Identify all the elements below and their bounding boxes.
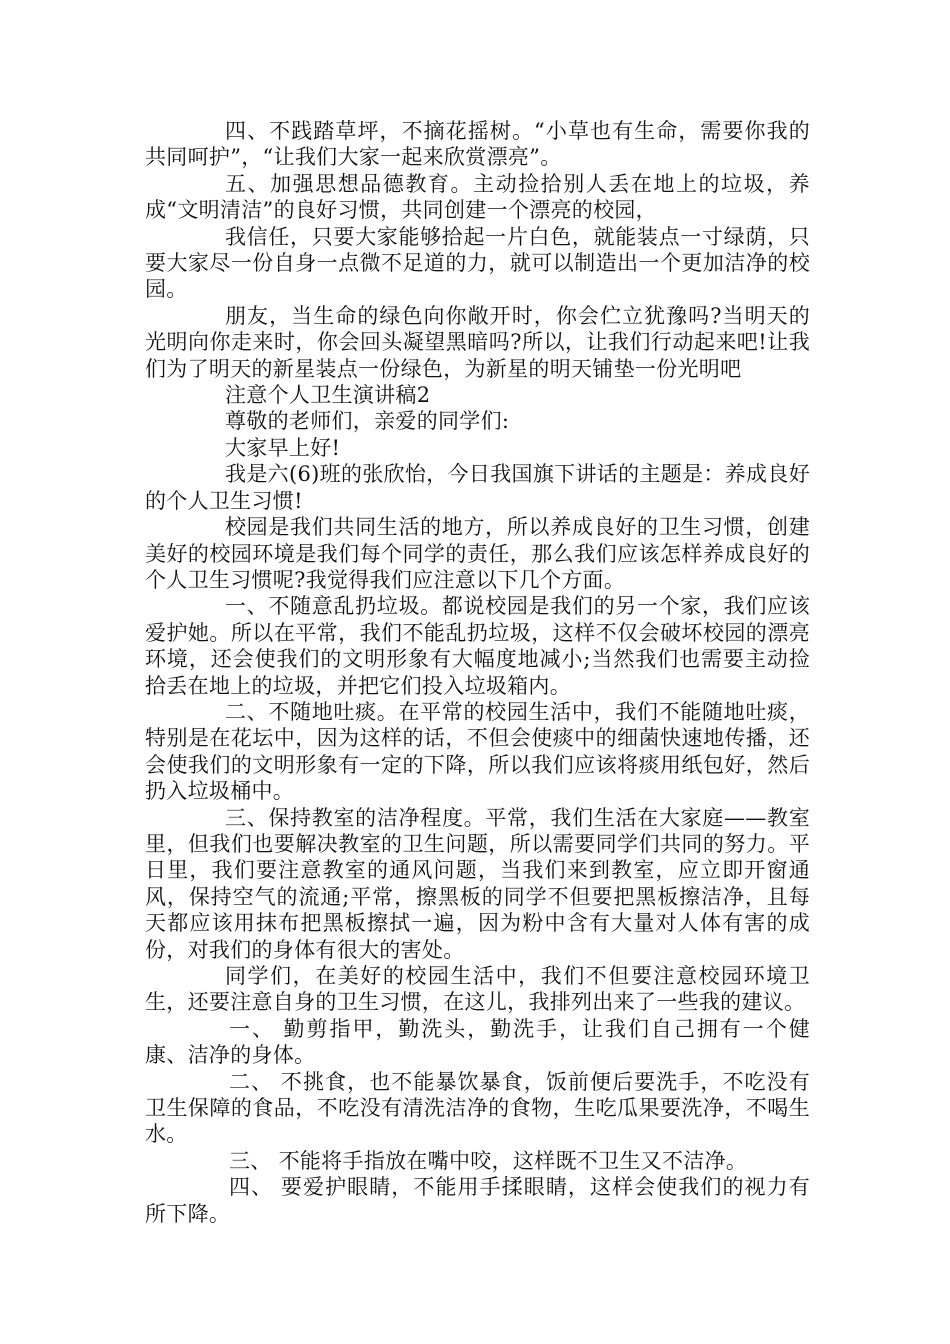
suggestion-item-3: 三、 不能将手指放在嘴中咬，这样既不卫生又不洁净。 (229, 1148, 748, 1173)
document-page (145, 118, 810, 1227)
paragraph-moral-education: 五、加强思想品德教育。主动捡拾别人丢在地上的垃圾，养成“文明清洁”的良好习惯，共同创建一个漂亮的校园， (145, 171, 810, 223)
suggestion-item-1: 一、 勤剪指甲，勤洗头，勤洗手，让我们自己拥有一个健康、洁净的身体。 (145, 1016, 810, 1068)
paragraph-litter: 一、不随意乱扔垃圾。都说校园是我们的另一个家，我们应该爱护她。所以在平常，我们不能乱扔垃圾，这样不仅会破坏校园的漂亮环境，还会使我们的文明形象有大幅度地减小;当然我们也需要主动捡拾丢在地上的垃圾，并把它们投入垃圾箱内。 (145, 594, 810, 698)
salutation: 尊敬的老师们，亲爱的同学们: (225, 409, 510, 434)
greeting: 大家早上好! (225, 435, 341, 460)
speech-title: 注意个人卫生演讲稿2 (225, 383, 431, 408)
paragraph-classroom: 三、保持教室的洁净程度。平常，我们生活在大家庭——教室里，但我们也要解决教室的卫生问题，所以需要同学们共同的努力。平日里，我们要注意教室的通风问题，当我们来到教室，应立即开窗通风，保持空气的流通;平常，擦黑板的同学不但要把黑板擦洁净，且每天都应该用抹布把黑板擦拭一遍，因为粉中含有大量对人体有害的成份，对我们的身体有很大的害处。 (145, 805, 810, 962)
paragraph-introduction: 我是六(6)班的张欣怡，今日我国旗下讲话的主题是：养成良好的个人卫生习惯! (145, 462, 810, 513)
paragraph-lawn: 四、不践踏草坪，不摘花摇树。“小草也有生命，需要你我的共同呵护”，“让我们大家一起来欣赏漂亮”。 (145, 119, 810, 170)
paragraph-campus: 校园是我们共同生活的地方，所以养成良好的卫生习惯，创建美好的校园环境是我们每个同学的责任，那么我们应该怎样养成良好的个人卫生习惯呢?我觉得我们应注意以下几个方面。 (145, 515, 810, 592)
paragraph-suggestions: 同学们，在美好的校园生活中，我们不但要注意校园环境卫生，还要注意自身的卫生习惯，在这儿，我排列出来了一些我的建议。 (145, 964, 810, 1015)
paragraph-trust: 我信任，只要大家能够拾起一片白色，就能装点一寸绿荫，只要大家尽一份自身一点微不足道的力，就可以制造出一个更加洁净的校园。 (145, 224, 810, 302)
suggestion-item-2: 二、 不挑食，也不能暴饮暴食，饭前便后要洗手，不吃没有卫生保障的食品，不吃没有清洗洁净的食物，生吃瓜果要洗净，不喝生水。 (145, 1069, 810, 1147)
paragraph-spitting: 二、不随地吐痰。在平常的校园生活中，我们不能随地吐痰，特别是在花坛中，因为这样的话，不但会使痰中的细菌快速地传播，还会使我们的文明形象有一定的下降，所以我们应该将痰用纸包好，然后扔入垃圾桶中。 (145, 699, 810, 804)
paragraph-friends: 朋友，当生命的绿色向你敞开时，你会伫立犹豫吗?当明天的光明向你走来时，你会回头凝望黑暗吗?所以，让我们行动起来吧!让我们为了明天的新星装点一份绿色，为新星的明天铺垫一份光明吧 (145, 303, 810, 381)
suggestion-item-4: 四、 要爱护眼睛，不能用手揉眼睛，这样会使我们的视力有所下降。 (145, 1175, 810, 1226)
